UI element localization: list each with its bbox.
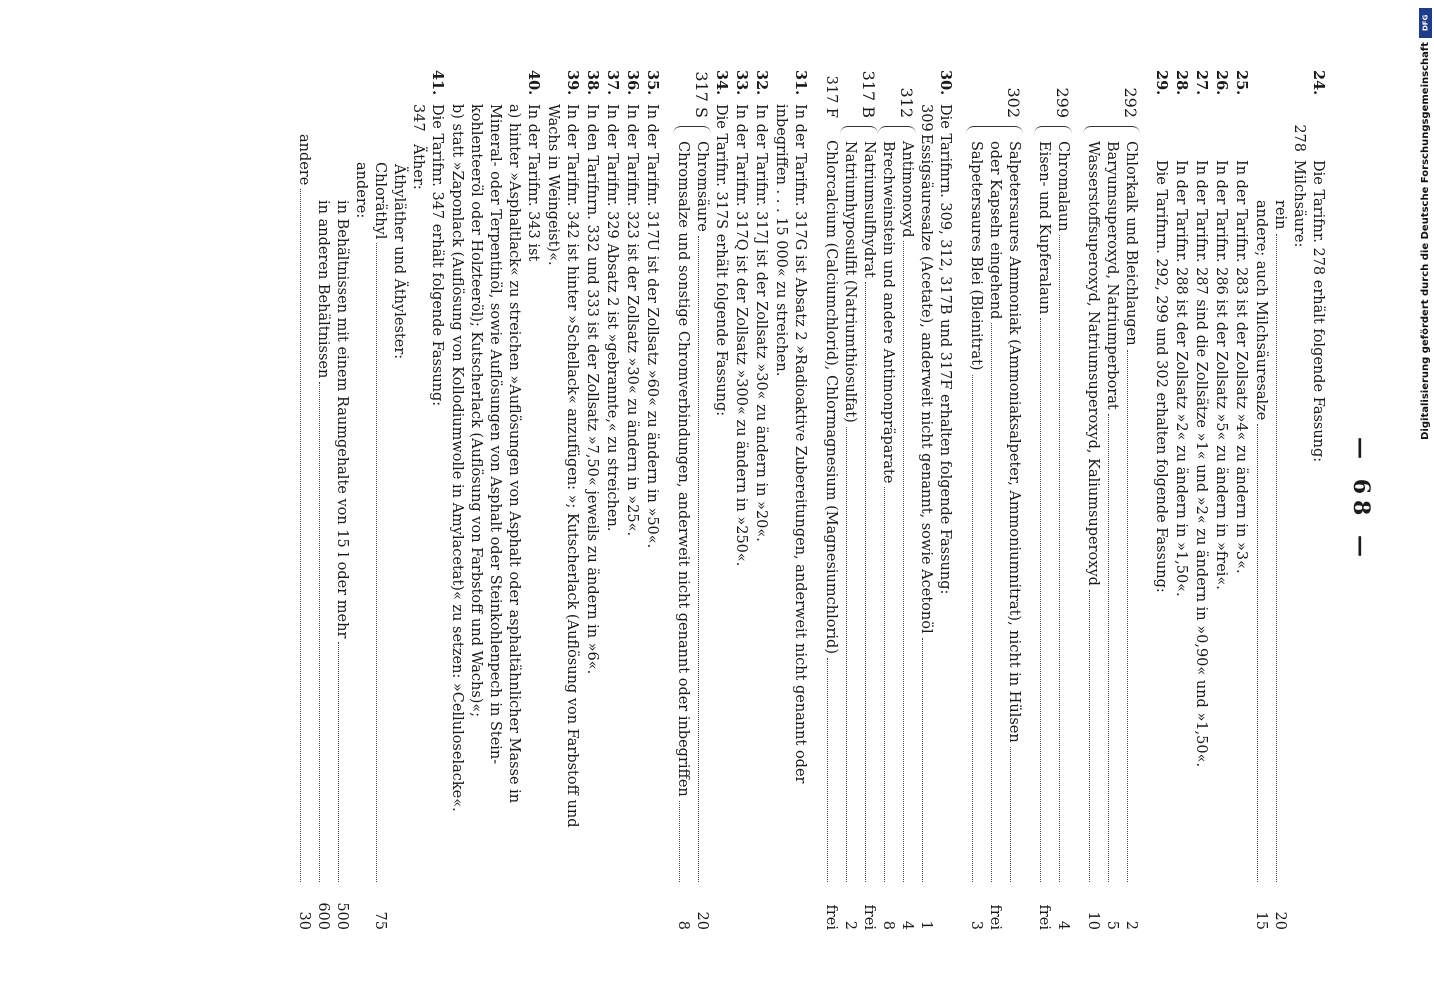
tariff-line <box>313 70 332 930</box>
line-text: andere <box>296 134 312 186</box>
entry-row <box>485 70 504 930</box>
entry-text: andere; auch Milchsäuresalze <box>1253 200 1269 421</box>
tariff-group-317s <box>673 70 711 930</box>
entry-text: Die Tarifnrn. 309, 312, 317B und 317F erhalten folgende Fassung: <box>937 104 953 595</box>
line-text: Salpetersaures Ammoniak (Ammoniaksalpeter, Ammoniumnitrat), nicht in Hülsen <box>1006 141 1022 743</box>
entry-row <box>1270 70 1289 930</box>
dot-leader <box>922 638 923 882</box>
entry-row <box>622 70 642 930</box>
entry-text: a) hinter »Asphaltlack« zu streichen »Auflösungen von Asphalt oder asphaltähnlicher Masse in <box>506 104 522 804</box>
tariff-line <box>351 70 370 930</box>
duty-rate: 20 <box>1272 911 1288 930</box>
entry-number: 25. <box>1233 70 1250 96</box>
funding-notice: Digitalisierung gefördert durch die Deutsche Forschungsgemeinschaft <box>1419 42 1431 440</box>
entry-number: 34. <box>713 70 730 96</box>
entry-text: Die Tarifnr. 278 erhält folgende Fassung: <box>1310 160 1326 463</box>
entry-row <box>790 70 810 930</box>
entry-30 <box>935 70 955 930</box>
brace-icon <box>1083 126 1140 137</box>
duty-rate: 4 <box>1055 920 1071 930</box>
tariff-line <box>294 70 313 930</box>
dot-leader <box>376 243 377 882</box>
entry-41-lines <box>294 70 389 930</box>
duty-rate: 30 <box>296 911 312 930</box>
entry-row <box>771 70 790 930</box>
duty-rate: 4 <box>899 920 915 930</box>
entry-text: In der Tarifnr. 288 ist der Zollsatz »2« zu ändern in »1,50«. <box>1173 160 1189 597</box>
dot-leader <box>319 382 320 882</box>
line-text: in anderen Behältnissen <box>315 200 331 379</box>
entry-number: 36. <box>624 70 641 96</box>
entry-text: In der Tarifnr. 343 ist <box>525 104 541 262</box>
entry-number: 32. <box>753 70 770 96</box>
entry-text: Mineral- oder Terpentinöl, sowie Auflösungen von Asphalt oder Steinkohlenpech in Stein- <box>487 104 503 765</box>
entry-text: In der Tarifnr. 317J ist der Zollsatz »30« zu ändern in »20«. <box>753 104 769 542</box>
entry-number: 30. <box>937 70 954 96</box>
entry-row <box>1308 70 1328 930</box>
entry-number: 37. <box>604 70 621 96</box>
dot-leader <box>1089 590 1090 882</box>
entry-41-code <box>408 70 427 930</box>
duty-rate: frei <box>861 904 877 930</box>
duty-rate: 5 <box>1104 920 1120 930</box>
brace-icon <box>1034 126 1072 137</box>
line-text: Essigsäuresalze (Acetate), anderweit nicht genannt, sowie Acetonöl <box>918 134 934 634</box>
tariff-line <box>1034 141 1053 930</box>
tariff-code: 309 <box>918 104 934 132</box>
tariff-line <box>840 141 859 930</box>
duty-rate: 1 <box>918 920 934 930</box>
tariff-line <box>370 70 389 930</box>
tariff-line <box>332 70 351 930</box>
tariff-code: 302 <box>1004 87 1023 118</box>
entry-text: rein <box>1272 200 1288 230</box>
dot-leader <box>846 427 847 882</box>
duty-rate: frei <box>987 904 1003 930</box>
dot-leader <box>1059 235 1060 882</box>
entry-row <box>751 70 771 930</box>
duty-rate: 3 <box>968 920 984 930</box>
entry-text: Die Tarifnrn. 292, 299 und 302 erhalten folgende Fassung: <box>1153 160 1169 593</box>
tariff-line <box>859 141 878 930</box>
dfg-logo-icon: DFG <box>1419 8 1432 38</box>
entry-text: In der Tarifnr. 317U ist der Zollsatz »60« zu ändern in »50«. <box>644 104 660 549</box>
tariff-amendments-list <box>294 70 1328 930</box>
duty-rate: frei <box>1036 904 1052 930</box>
dot-leader <box>1276 234 1277 883</box>
line-text: Chlorkalk und Bleichlaugen <box>1123 141 1139 346</box>
page-number: — 68 — <box>1348 437 1374 563</box>
tariff-group-317b <box>840 70 878 930</box>
entry-text: In der Tarifnr. 317G ist Absatz 2 »Radioaktive Zubereitungen, anderweit nicht genannt oder <box>792 104 808 784</box>
entry-text: Die Tarifnr. 347 erhält folgende Fassung: <box>429 104 445 407</box>
line-text: andere: <box>353 162 369 219</box>
entry-row <box>543 70 562 930</box>
tariff-line <box>1083 141 1102 930</box>
tariff-code: 317 S <box>692 71 711 118</box>
entry-text: In der Tarifnr. 317Q ist der Zollsatz »300« zu ändern in »250«. <box>733 104 749 567</box>
entry-number: 41. <box>429 70 446 96</box>
entry-text: In der Tarifnr. 323 ist der Zollsatz »30« zu ändern in »25«. <box>624 104 640 537</box>
dot-leader <box>338 642 339 882</box>
entry-text: Die Tarifnr. 317S erhält folgende Fassung: <box>713 104 729 417</box>
tariff-code: 347 <box>410 104 426 132</box>
duty-rate: 8 <box>675 920 691 930</box>
entry-text: Milchsäure: <box>1291 160 1307 248</box>
entries-24-29 <box>1140 70 1328 930</box>
entry-row <box>642 70 662 930</box>
dot-leader <box>698 236 699 882</box>
rotated-document-page <box>110 70 1380 930</box>
entry-number: 29. <box>1153 70 1170 96</box>
duty-rate: 2 <box>1123 920 1139 930</box>
entry-row <box>711 70 731 930</box>
entry-number: 39. <box>564 70 581 96</box>
entry-text: In der Tarifnr. 283 ist der Zollsatz »4« zu ändern in »3«. <box>1233 160 1249 574</box>
line-text: Brechweinstein und andere Antimonpräparate <box>880 141 896 484</box>
tariff-code: 312 <box>897 87 916 118</box>
entry-row <box>731 70 751 930</box>
line-text: Antimonoxyd <box>899 141 915 238</box>
entry-number: 35. <box>644 70 661 96</box>
tariff-line <box>985 141 1004 930</box>
entry-row <box>447 70 466 930</box>
entry-number: 28. <box>1173 70 1190 96</box>
entries-31-34 <box>711 70 810 930</box>
entry-text: b) statt »Zaponlack (Auflösung von Kollodiumwolle in Amylacetat)« zu setzen: »Celluloselacke«. <box>449 104 465 812</box>
tariff-group-299 <box>1034 70 1072 930</box>
entry-number: 31. <box>792 70 809 96</box>
entry-row <box>1171 70 1191 930</box>
tariff-group-302 <box>966 70 1023 930</box>
entry-41-heading: Äther: <box>410 144 426 190</box>
line-text: Äthyläther und Äthylester: <box>391 164 407 360</box>
duty-rate: 2 <box>842 920 858 930</box>
entry-text: Wachs in Weingeist)«. <box>545 104 561 266</box>
duty-rate: 10 <box>1085 911 1101 930</box>
tariff-line <box>1004 141 1023 930</box>
tariff-line <box>1102 141 1121 930</box>
entry-row <box>1151 70 1171 930</box>
entry-row <box>602 70 622 930</box>
dot-leader <box>827 658 828 882</box>
entry-row <box>504 70 523 930</box>
line-text: Chlorcalcium (Calciumchlorid), Chlormagnesium (Magnesiumchlorid) <box>823 140 839 654</box>
tariff-code: 278 <box>1291 124 1307 152</box>
duty-rate: 500 <box>334 902 350 930</box>
dot-leader <box>1127 350 1128 882</box>
entry-number: 33. <box>733 70 750 96</box>
entry-row <box>1231 70 1251 930</box>
dot-leader <box>972 375 973 882</box>
line-text: Eisen- und Kupferalaun <box>1036 141 1052 315</box>
line-text: Chromsalze und sonstige Chromverbindungen, anderweit nicht genannt oder inbegriffen <box>675 141 691 797</box>
entry-text: In der Tarifnr. 287 sind die Zollsätze »1« und »2« zu ändern in »0,90« und »1,50«. <box>1193 160 1209 768</box>
dot-leader <box>679 801 680 882</box>
brace-icon <box>673 126 711 137</box>
tariff-line-317f <box>821 70 840 930</box>
entry-text: kohlenteeröl oder Holzteeröl); Kutscherlack (Auflösung von Farbstoff und Wachs)«; <box>468 104 484 718</box>
tariff-code: 292 <box>1121 87 1140 118</box>
spacer <box>1140 70 1151 930</box>
brace-icon <box>840 126 878 137</box>
entry-row <box>1191 70 1211 930</box>
duty-rate: 8 <box>880 920 896 930</box>
line-text: oder Kapseln eingehend <box>987 141 1003 320</box>
line-text: Chromalaun <box>1055 141 1071 232</box>
tariff-line <box>897 141 916 930</box>
dot-leader <box>1108 414 1109 882</box>
line-text: Natriumsulfhydrat <box>861 141 877 278</box>
brace-icon <box>966 126 1023 137</box>
side-notice <box>1418 8 1432 993</box>
tariff-line <box>878 141 897 930</box>
entry-text: In der Tarifnr. 286 ist der Zollsatz »5« zu ändern in »frei«. <box>1213 160 1229 590</box>
duty-rate: 15 <box>1253 911 1269 930</box>
dot-leader <box>1257 424 1258 882</box>
entry-text: inbegriffen . . . 15 000« zu streichen. <box>773 104 789 377</box>
entry-number: 40. <box>525 70 542 96</box>
tariff-group-312 <box>878 70 916 930</box>
dot-leader <box>903 241 904 882</box>
duty-rate: 75 <box>372 911 388 930</box>
dot-leader <box>884 487 885 882</box>
dot-leader <box>1040 318 1041 882</box>
entry-row <box>523 70 543 930</box>
entry-row <box>466 70 485 930</box>
entry-row <box>427 70 447 930</box>
entry-row <box>1251 70 1270 930</box>
dot-leader <box>991 323 992 882</box>
entry-row <box>1289 70 1308 930</box>
entry-number: 38. <box>584 70 601 96</box>
entry-number: 24. <box>1310 70 1327 96</box>
line-text: Baryumsuperoxyd, Natriumperborat <box>1104 141 1120 410</box>
dot-leader <box>300 189 301 882</box>
tariff-line-309 <box>916 70 935 930</box>
dot-leader <box>1010 747 1011 882</box>
line-text: Wasserstoffsuperoxyd, Natriumsuperoxyd, Kaliumsuperoxyd <box>1085 141 1101 586</box>
line-text: Chloräthyl <box>372 162 388 240</box>
entry-41-subheading <box>389 70 408 930</box>
duty-rate: 600 <box>315 902 331 930</box>
duty-rate: frei <box>823 904 839 930</box>
line-text: Salpetersaures Blei (Bleinitrat) <box>968 141 984 371</box>
line-text: in Behältnissen mit einem Raumgehalte von 15 l oder mehr <box>334 200 350 639</box>
tariff-code: 317 F <box>823 75 839 118</box>
entry-number: 26. <box>1213 70 1230 96</box>
duty-rate: 20 <box>694 911 710 930</box>
entry-row <box>582 70 602 930</box>
entry-text: In den Tarifnrn. 332 und 333 ist der Zollsatz »7,50« jeweils zu ändern in »6«. <box>584 104 600 675</box>
dot-leader <box>865 282 866 882</box>
tariff-code: 299 <box>1053 87 1072 118</box>
tariff-line <box>673 141 692 930</box>
tariff-line <box>1121 141 1140 930</box>
entries-35-41 <box>427 70 662 930</box>
entry-number: 27. <box>1193 70 1210 96</box>
brace-icon <box>878 126 916 137</box>
line-text: Natriumhyposulfit (Natriumthiosulfat) <box>842 141 858 423</box>
entry-row <box>562 70 582 930</box>
entry-text: In der Tarifnr. 342 ist hinter »Schellack« anzufügen: »; Kutscherlack (Auflösung von Farbstoff und <box>564 104 580 828</box>
tariff-line <box>692 141 711 930</box>
tariff-group-292 <box>1083 70 1140 930</box>
tariff-line <box>1053 141 1072 930</box>
tariff-line <box>966 141 985 930</box>
tariff-code: 317 B <box>859 70 878 118</box>
entry-text: In der Tarifnr. 329 Absatz 2 ist »gebrannte,« zu streichen. <box>604 104 620 532</box>
entry-row <box>1211 70 1231 930</box>
line-text: Chromsäure <box>694 141 710 232</box>
